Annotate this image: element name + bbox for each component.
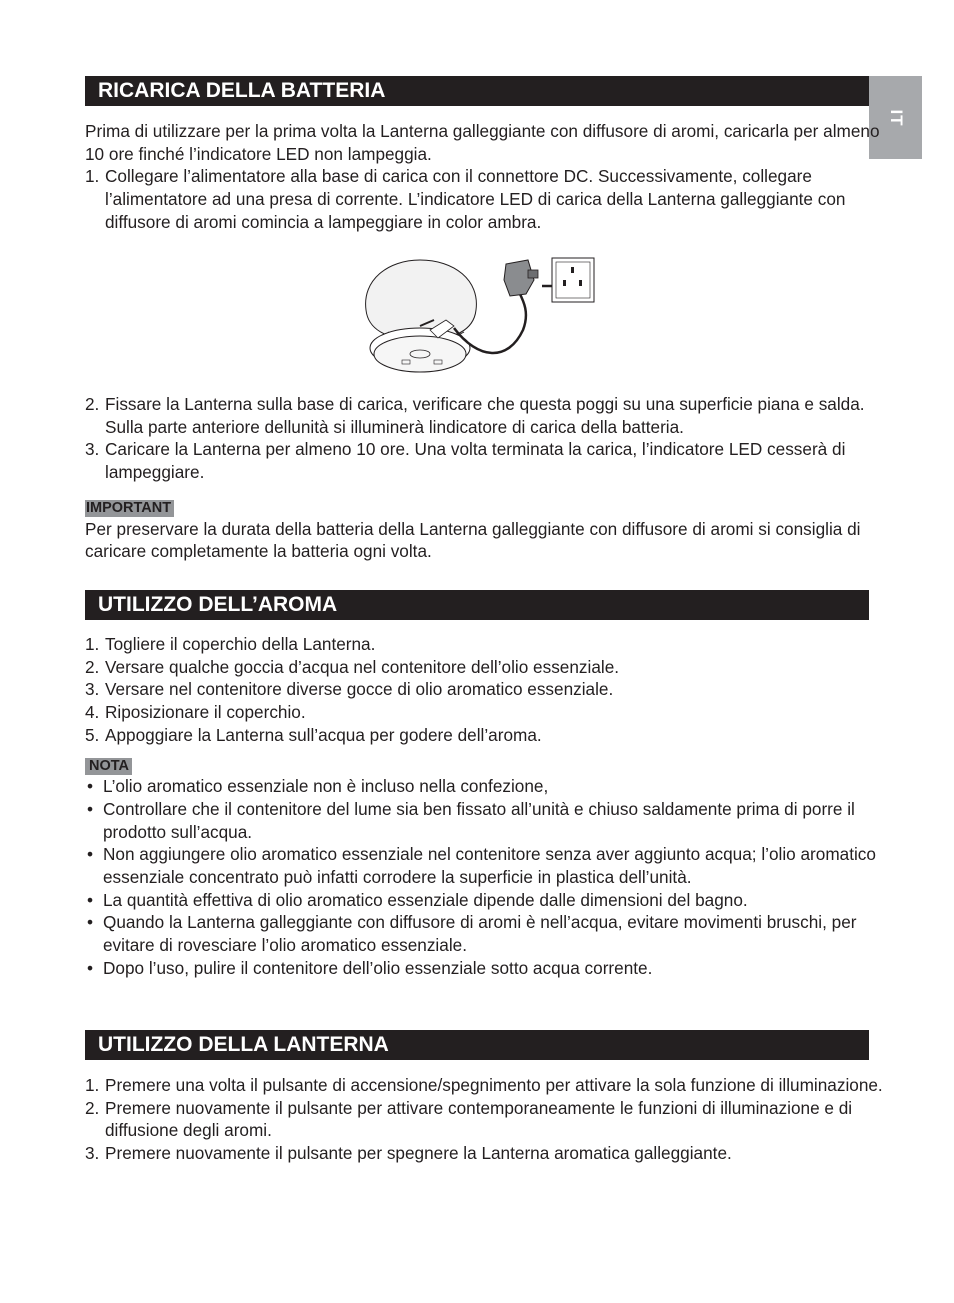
bullet: • (87, 798, 94, 819)
important-text: Per preservare la durata della batteria della Lanterna galleggiante con diffusore di aromi si consiglia di caricare completamente la batteria ogni volta. (85, 518, 861, 562)
step-number: 4. (85, 702, 100, 723)
lantern-image (366, 260, 477, 372)
step-item (85, 393, 895, 438)
step-text: Caricare la Lanterna per almeno 10 ore. Una volta terminata la carica, l’indicatore LED cesserà di lampeggiare. (105, 439, 846, 483)
section-title-ricarica: RICARICA DELLA BATTERIA (85, 76, 869, 106)
section-aroma-body (85, 633, 895, 980)
step-item (85, 438, 895, 483)
step-number: 3. (85, 439, 100, 460)
important-tag-wrapper (85, 495, 895, 518)
step-number: 2. (85, 394, 100, 414)
note-text: Quando la Lanterna galleggiante con diffusore di aromi è nell’acqua, evitare movimenti bruschi, per evitare di rovesciare l’olio aromatico essenziale. (103, 912, 857, 956)
intro-paragraph: Prima di utilizzare per la prima volta la Lanterna galleggiante con diffusore di aromi, caricarla per almeno 10 ore finché l’indicatore LED non lampeggia. (85, 121, 880, 164)
step-item (85, 1142, 895, 1165)
step-item (85, 724, 895, 747)
note-text: Non aggiungere olio aromatico essenziale nel contenitore senza aver aggiunto acqua; l’olio aromatico essenziale concentrato può infatti corrodere la superficie in plastica dell’unità. (103, 844, 876, 888)
bullet: • (87, 844, 94, 865)
note-tag-wrapper (85, 753, 895, 776)
step-item (85, 633, 895, 656)
wall-socket-icon (552, 258, 594, 302)
important-tag: IMPORTANT (85, 500, 174, 517)
step-text: Collegare l’alimentatore alla base di carica con il connettore DC. Successivamente, collegare l’alimentatore ad una presa di corrente. L’indicatore LED di carica della Lanterna galleggiante con diffusore di aromi comincia a lampeggiare in color ambra. (105, 166, 846, 232)
step-item (85, 1074, 895, 1097)
bullet: • (87, 912, 94, 933)
step-item (85, 701, 895, 724)
note-item (85, 889, 895, 912)
step-item (85, 1097, 895, 1142)
note-text: La quantità effettiva di olio aromatico essenziale dipende dalle dimensioni del bagno. (103, 889, 748, 910)
section-title-lanterna: UTILIZZO DELLA LANTERNA (85, 1030, 869, 1060)
note-item (85, 911, 895, 956)
step-item (85, 656, 895, 679)
section-ricarica-steps (85, 393, 895, 563)
step-number: 5. (85, 724, 100, 745)
step-text: Premere nuovamente il pulsante per spegnere la Lanterna aromatica galleggiante. (105, 1143, 732, 1164)
note-tag: NOTA (85, 758, 132, 775)
bullet: • (87, 889, 94, 910)
step-number: 2. (85, 1097, 100, 1118)
step-number: 1. (85, 166, 100, 187)
step-item (85, 678, 895, 701)
section-title-aroma: UTILIZZO DELL’AROMA (85, 590, 869, 620)
step-text: Appoggiare la Lanterna sull’acqua per godere dell’aroma. (105, 724, 542, 745)
bullet: • (87, 957, 94, 978)
step-number: 3. (85, 1143, 100, 1164)
step-text: Togliere il coperchio della Lanterna. (105, 634, 376, 654)
language-tab-label: IT (886, 108, 906, 127)
note-text: Dopo l’uso, pulire il contenitore dell’olio essenziale sotto acqua corrente. (103, 957, 653, 978)
note-item (85, 798, 895, 843)
step-text: Premere una volta il pulsante di accensione/spegnimento per attivare la sola funzione di illuminazione. (105, 1075, 883, 1095)
section-ricarica-body (85, 120, 895, 234)
step-text: Versare qualche goccia d’acqua nel contenitore dell’olio essenziale. (105, 656, 620, 677)
note-item (85, 957, 895, 980)
charging-illustration (358, 250, 598, 378)
step-number: 2. (85, 656, 100, 677)
note-item (85, 843, 895, 888)
note-text: L’olio aromatico essenziale non è incluso nella confezione, (103, 776, 549, 797)
step-number: 1. (85, 1075, 100, 1095)
step-text: Versare nel contenitore diverse gocce di olio aromatico essenziale. (105, 679, 614, 700)
note-item (85, 775, 895, 798)
step-number: 1. (85, 634, 100, 654)
section-lanterna-body (85, 1074, 895, 1165)
step-item (85, 165, 895, 233)
bullet: • (87, 776, 94, 797)
step-text: Riposizionare il coperchio. (105, 702, 306, 723)
note-text: Controllare che il contenitore del lume sia ben fissato all’unità e chiuso saldamente prima di porre il prodotto sull’acqua. (103, 798, 855, 842)
step-number: 3. (85, 679, 100, 700)
step-text: Premere nuovamente il pulsante per attivare contemporaneamente le funzioni di illuminazione e di diffusione degli aromi. (105, 1097, 853, 1141)
power-adapter-icon (504, 260, 538, 296)
step-text: Fissare la Lanterna sulla base di carica, verificare che questa poggi su una superficie piana e salda. Sulla parte anteriore dellunità si illuminerà lindicatore di carica della batteria. (105, 394, 865, 437)
